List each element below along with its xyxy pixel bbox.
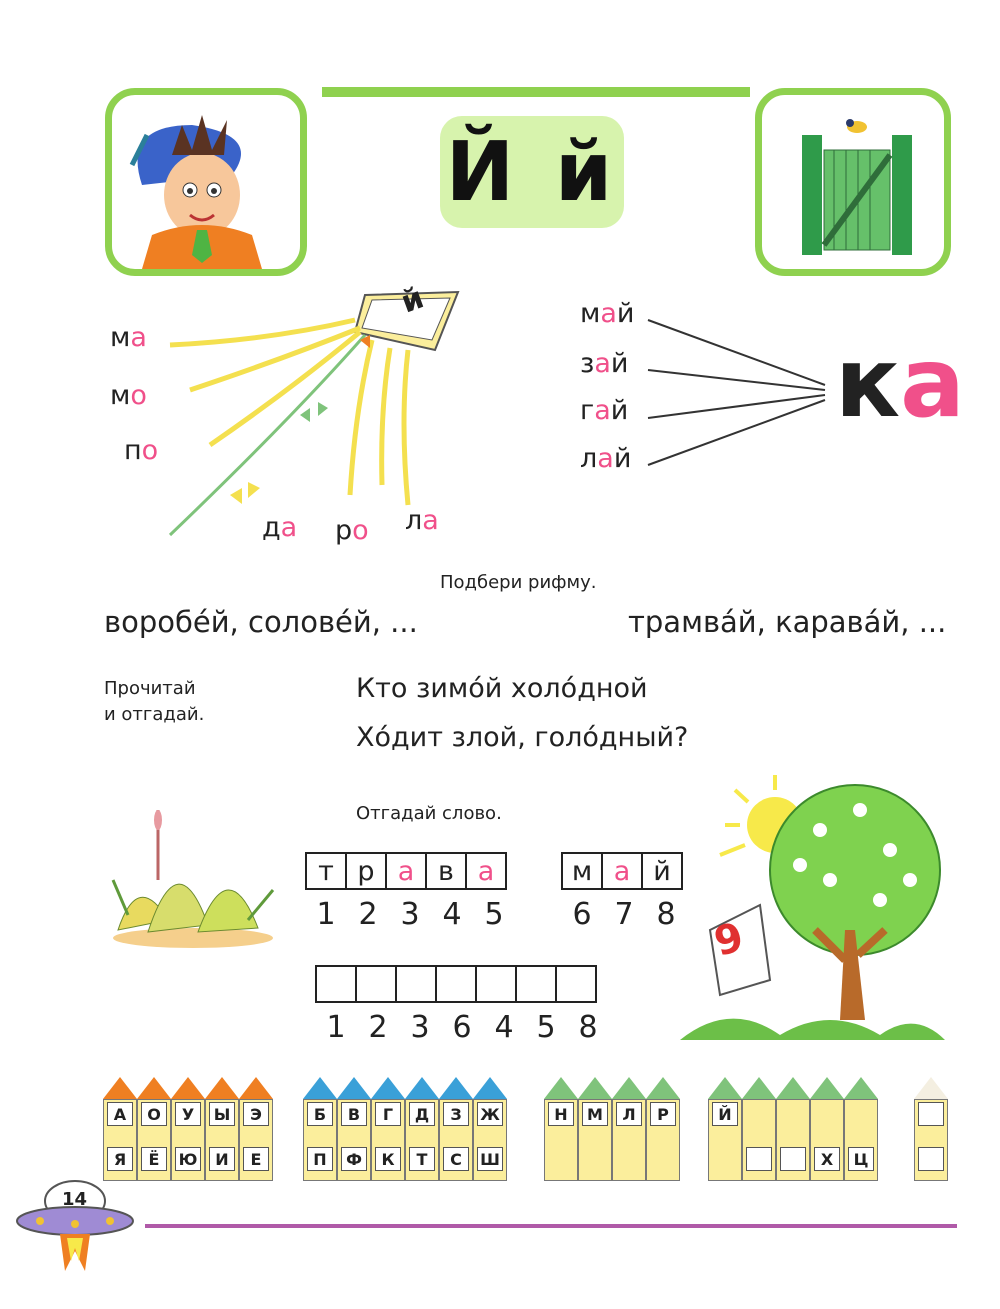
vowel-bottom-label: Е xyxy=(243,1147,269,1171)
answer-number: 8 xyxy=(578,1010,598,1045)
riddle-caption-line2: и отгадай. xyxy=(104,704,205,725)
word1-number: 2 xyxy=(358,897,378,932)
word1-cell-5: а xyxy=(465,852,507,890)
gnome-illustration xyxy=(112,95,300,269)
kite-syllable-da: да xyxy=(262,512,298,543)
word1-number: 1 xyxy=(316,897,336,932)
gate-picture-frame xyxy=(755,88,951,276)
riddle-caption-line1: Прочитай xyxy=(104,678,196,699)
rhyme-task-left: воробéй, соловéй, ... xyxy=(104,605,418,639)
kite-syllable-mo: мо xyxy=(110,380,147,411)
kite-letter: й xyxy=(396,280,429,321)
rhyme-ending: ка xyxy=(835,327,965,439)
page-footer-line xyxy=(145,1224,957,1228)
rhyme-word-gay: гай xyxy=(580,395,629,426)
special-bottom-label xyxy=(746,1147,772,1171)
paired-top-label: Г xyxy=(375,1102,401,1126)
calendar-day: 9 xyxy=(709,914,749,966)
answer-number: 6 xyxy=(452,1010,472,1045)
gate-illustration xyxy=(762,95,944,269)
special-bottom-label xyxy=(780,1147,806,1171)
answer-cell[interactable] xyxy=(355,965,397,1003)
paired-bottom-label: Т xyxy=(409,1147,435,1171)
answer-number: 2 xyxy=(368,1010,388,1045)
rhyme-connector-lines xyxy=(640,310,830,480)
empty-top-label xyxy=(918,1102,944,1126)
vowel-top-label: Э xyxy=(243,1102,269,1126)
answer-cells xyxy=(315,965,595,1003)
kite-syllable-la: ла xyxy=(405,505,439,536)
word2-numbers xyxy=(561,897,687,932)
paired-top-label: Д xyxy=(409,1102,435,1126)
kite-syllable-ro: ро xyxy=(335,515,369,546)
special-bottom-label: Х xyxy=(814,1147,840,1171)
paired-bottom-label: С xyxy=(443,1147,469,1171)
paired-top-label: Б xyxy=(307,1102,333,1126)
word2-cells xyxy=(561,852,681,890)
vowel-bottom-label: Ё xyxy=(141,1147,167,1171)
word2-number: 6 xyxy=(572,897,592,932)
grass-illustration xyxy=(108,800,278,950)
answer-cell[interactable] xyxy=(515,965,557,1003)
answer-cell[interactable] xyxy=(395,965,437,1003)
paired-bottom-label: П xyxy=(307,1147,333,1171)
rhyme-task-caption: Подбери рифму. xyxy=(440,572,597,593)
sonorant-label: Р xyxy=(650,1102,676,1126)
riddle-line2: Хóдит злой, голóдный? xyxy=(356,722,689,753)
paired-bottom-label: Ш xyxy=(477,1147,503,1171)
sonorant-label: Н xyxy=(548,1102,574,1126)
special-bottom-label: Ц xyxy=(848,1147,874,1171)
answer-number: 3 xyxy=(410,1010,430,1045)
answer-cell[interactable] xyxy=(555,965,597,1003)
word1-cell-2: р xyxy=(345,852,387,890)
page-number: 14 xyxy=(62,1189,88,1210)
kite-syllable-po: по xyxy=(124,435,159,466)
rhyme-word-lay: лай xyxy=(580,443,632,474)
paired-bottom-label: К xyxy=(375,1147,401,1171)
rhyme-word-zay: зай xyxy=(580,348,629,379)
paired-top-label: З xyxy=(443,1102,469,1126)
special-top-label: Й xyxy=(712,1102,738,1126)
vowel-top-label: О xyxy=(141,1102,167,1126)
answer-cell[interactable] xyxy=(435,965,477,1003)
letter-lower: й xyxy=(554,124,619,220)
paired-bottom-label: Ф xyxy=(341,1147,367,1171)
vowel-top-label: У xyxy=(175,1102,201,1126)
answer-numbers xyxy=(315,1010,609,1045)
word1-number: 4 xyxy=(442,897,462,932)
rhyme-task-right: трамвáй, каравáй, ... xyxy=(628,605,947,639)
letter-upper: Й xyxy=(445,124,521,220)
gnome-picture-frame xyxy=(105,88,307,276)
tree-sun-calendar-illustration xyxy=(680,770,950,1050)
word1-cell-4: в xyxy=(425,852,467,890)
vowel-bottom-label: И xyxy=(209,1147,235,1171)
word2-number: 7 xyxy=(614,897,634,932)
empty-bottom-label xyxy=(918,1147,944,1171)
rhyme-word-may: май xyxy=(580,298,635,329)
vowel-bottom-label: Ю xyxy=(175,1147,201,1171)
vowel-top-label: А xyxy=(107,1102,133,1126)
letter-title xyxy=(440,116,624,228)
word1-number: 5 xyxy=(484,897,504,932)
word2-cell-2: а xyxy=(601,852,643,890)
paired-top-label: Ж xyxy=(477,1102,503,1126)
word-game-caption: Отгадай слово. xyxy=(356,803,502,824)
word2-cell-3: й xyxy=(641,852,683,890)
answer-number: 5 xyxy=(536,1010,556,1045)
word1-numbers xyxy=(305,897,515,932)
answer-number: 1 xyxy=(326,1010,346,1045)
vowel-bottom-label: Я xyxy=(107,1147,133,1171)
header-bar xyxy=(322,87,750,97)
sonorant-label: Л xyxy=(616,1102,642,1126)
word1-cell-1: т xyxy=(305,852,347,890)
answer-cell[interactable] xyxy=(475,965,517,1003)
paired-top-label: В xyxy=(341,1102,367,1126)
word1-cells xyxy=(305,852,505,890)
answer-cell[interactable] xyxy=(315,965,357,1003)
word2-cell-1: м xyxy=(561,852,603,890)
riddle-line1: Кто зимóй холóдной xyxy=(356,673,648,704)
answer-number: 4 xyxy=(494,1010,514,1045)
word1-number: 3 xyxy=(400,897,420,932)
word1-cell-3: а xyxy=(385,852,427,890)
word2-number: 8 xyxy=(656,897,676,932)
kite-syllable-ma: ма xyxy=(110,322,147,353)
sonorant-label: М xyxy=(582,1102,608,1126)
vowel-top-label: Ы xyxy=(209,1102,235,1126)
